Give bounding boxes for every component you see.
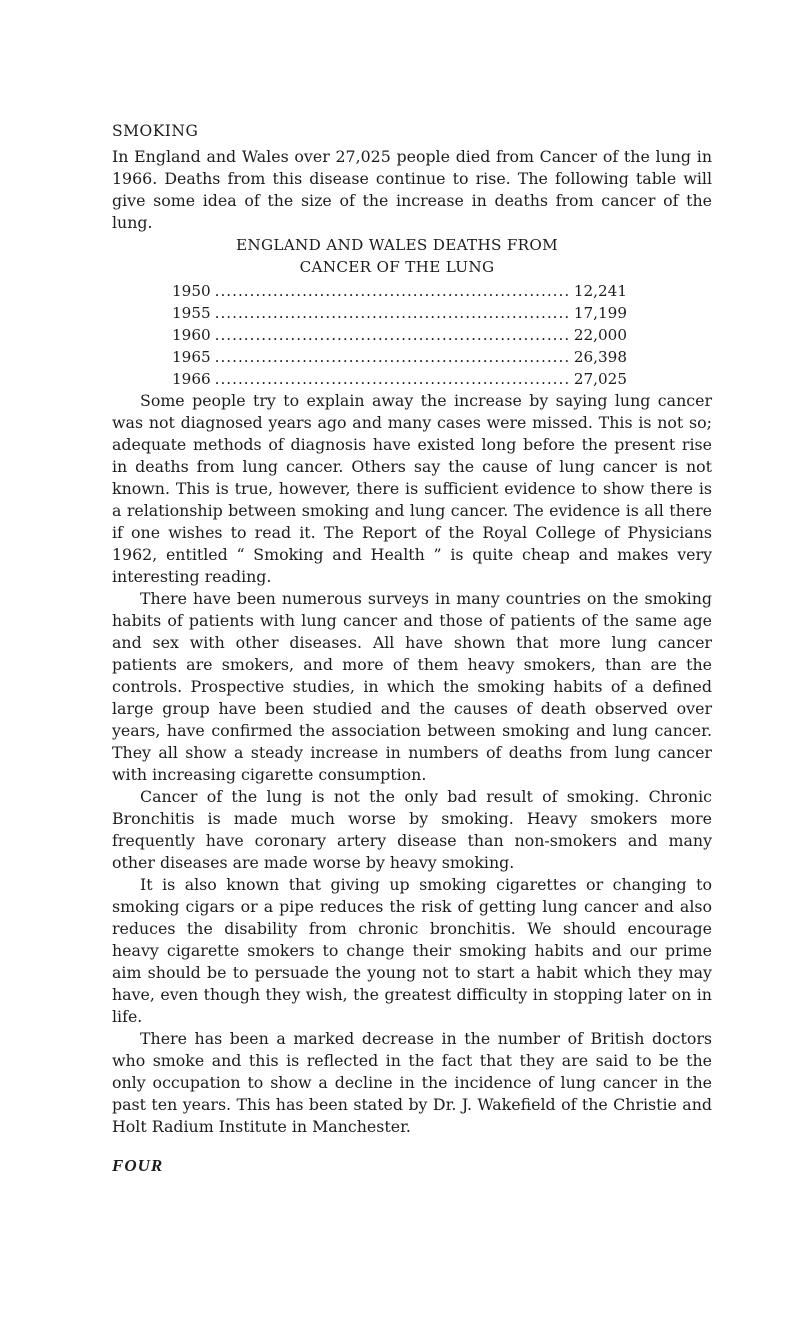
document-page	[112, 120, 712, 1176]
body-paragraph: Cancer of the lung is not the only bad result of smoking. Chronic Bronchitis is made much worse by smoking. Heavy smokers more frequently have coronary artery disease than non-smokers and many other diseases are made worse by heavy smoking.	[112, 787, 712, 872]
table-row	[172, 346, 627, 368]
body-paragraph: There have been numerous surveys in many countries on the smoking habits of patients with lung cancer and those of patients of the same age and sex with other diseases. All have shown that more lung cancer patients are smokers, and more of them heavy smokers, than are the controls. Prospective studies, in which the smoking habits of a defined large group have been studied and the causes of death observed over years, have confirmed the association between smoking and lung cancer. They all show a steady increase in numbers of deaths from lung cancer with increasing cigarette consumption.	[112, 589, 712, 784]
table-title-line-1: ENGLAND AND WALES DEATHS FROM	[235, 236, 559, 254]
year-cell: 1955	[172, 304, 211, 322]
leader-dots	[215, 324, 570, 346]
body-paragraph: It is also known that giving up smoking cigarettes or changing to smoking cigars or a pipe reduces the risk of getting lung cancer and also reduces the disability from chronic bronchitis. We should encourage heavy cigarette smokers to change their smoking habits and our prime aim should be to persuade the young not to start a habit which they may have, even though they wish, the greatest difficulty in stopping later on in life.	[112, 875, 712, 1026]
leader-dots	[215, 280, 570, 302]
deaths-cell: 12,241	[573, 282, 627, 300]
intro-paragraph: In England and Wales over 27,025 people died from Cancer of the lung in 1966. Deaths from this disease continue to rise. The following table will give some idea of the size of the increase in deaths from cancer of the lung.	[112, 147, 712, 232]
year-cell: 1965	[172, 348, 211, 366]
deaths-cell: 26,398	[573, 348, 627, 366]
year-cell: 1950	[172, 282, 211, 300]
year-cell: 1960	[172, 326, 211, 344]
table-row	[172, 368, 627, 390]
table-title-line-2: CANCER OF THE LUNG	[299, 258, 495, 276]
page-number: FOUR	[112, 1156, 164, 1175]
table-row	[172, 302, 627, 324]
table-row	[172, 324, 627, 346]
deaths-cell: 27,025	[573, 370, 627, 388]
leader-dots	[215, 302, 570, 324]
leader-dots	[215, 346, 570, 368]
body-paragraph: Some people try to explain away the increase by saying lung cancer was not diagnosed years ago and many cases were missed. This is not so; adequate methods of diagnosis have existed long before the present rise in deaths from lung cancer. Others say the cause of lung cancer is not known. This is true, however, there is sufficient evidence to show there is a relationship between smoking and lung cancer. The evidence is all there if one wishes to read it. The Report of the Royal College of Physicians 1962, entitled “ Smoking and Health ” is quite cheap and makes very interesting reading.	[112, 391, 712, 586]
leader-dots	[215, 368, 570, 390]
section-heading: SMOKING	[112, 122, 199, 140]
table-row	[172, 280, 627, 302]
year-cell: 1966	[172, 370, 211, 388]
deaths-cell: 22,000	[573, 326, 627, 344]
deaths-table	[172, 280, 627, 390]
body-paragraph: There has been a marked decrease in the number of British doctors who smoke and this is reflected in the fact that they are said to be the only occupation to show a decline in the incidence of lung cancer in the past ten years. This has been stated by Dr. J. Wakefield of the Christie and Holt Radium Institute in Manchester.	[112, 1029, 712, 1136]
deaths-cell: 17,199	[573, 304, 627, 322]
